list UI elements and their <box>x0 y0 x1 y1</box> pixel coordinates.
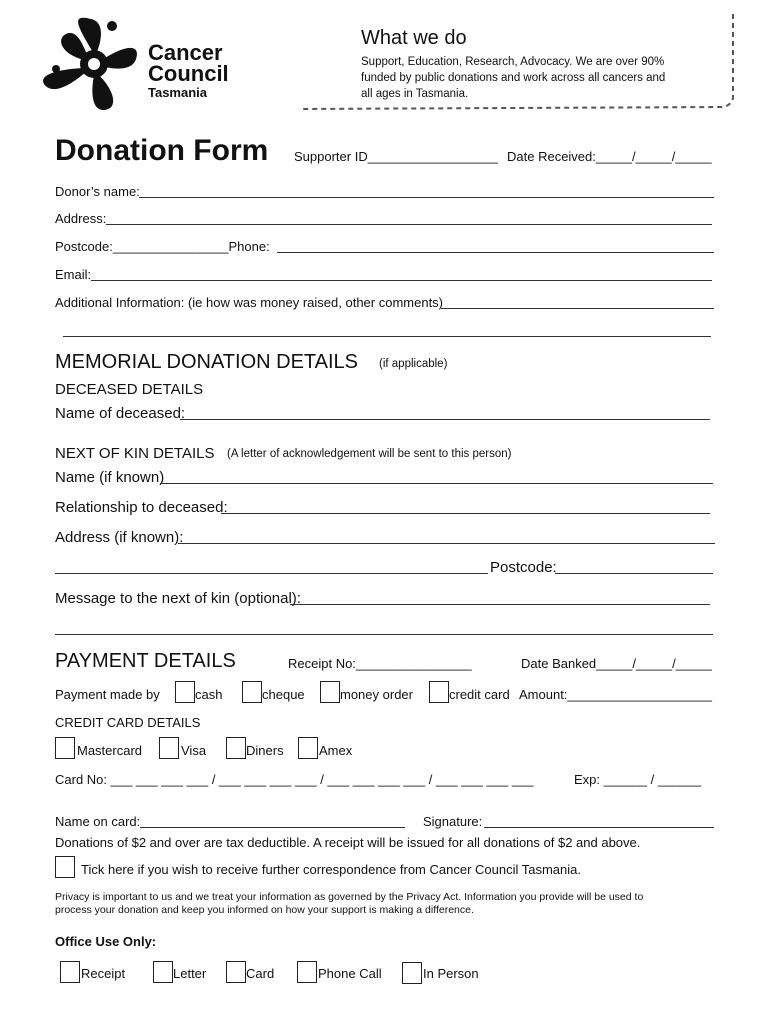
office-in-person-label: In Person <box>423 966 479 981</box>
memorial-heading: MEMORIAL DONATION DETAILS <box>55 351 358 373</box>
about-title: What we do <box>361 27 467 49</box>
kin-name-field[interactable] <box>160 483 713 484</box>
diners-checkbox[interactable] <box>226 737 246 759</box>
signature-label: Signature: <box>423 814 483 829</box>
about-text-3: all ages in Tasmania. <box>361 88 469 100</box>
privacy-note-2: process your donation and keep you informed on how your support is making a difference. <box>55 904 474 916</box>
kin-heading: NEXT OF KIN DETAILS <box>55 445 215 462</box>
relationship-field[interactable] <box>221 513 710 514</box>
kin-name-label: Name (if known) <box>55 469 165 486</box>
kin-address-field[interactable] <box>178 543 715 544</box>
message-field-2[interactable] <box>55 634 713 635</box>
office-in-person-checkbox[interactable] <box>402 962 422 984</box>
logo <box>36 14 266 114</box>
cash-checkbox[interactable] <box>175 681 195 703</box>
credit-card-checkbox[interactable] <box>429 681 449 703</box>
deceased-name-label: Name of deceased: <box>55 405 186 422</box>
payment-heading: PAYMENT DETAILS <box>55 650 236 672</box>
memorial-heading-note: (if applicable) <box>379 358 448 370</box>
office-card-checkbox[interactable] <box>226 961 246 983</box>
tax-note: Donations of $2 and over are tax deductible. A receipt will be issued for all donations of $2 and above. <box>55 835 641 850</box>
kin-address-label: Address (if known): <box>55 529 184 546</box>
about-text-1: Support, Education, Research, Advocacy. We are over 90% <box>361 56 665 68</box>
privacy-note-1: Privacy is important to us and we treat your information as governed by the Privacy Act. Information you provide will be used to <box>55 891 644 903</box>
signature-field[interactable] <box>484 827 714 828</box>
mastercard-checkbox[interactable] <box>55 737 75 759</box>
card-number-field[interactable]: Card No: ___ ___ ___ ___ / ___ ___ ___ ___ / ___ ___ ___ ___ / ___ ___ ___ ___ <box>55 772 534 787</box>
amex-label: Amex <box>319 743 353 758</box>
date-banked[interactable]: Date Banked_____/_____/_____ <box>521 656 712 671</box>
receipt-no[interactable]: Receipt No:________________ <box>288 656 472 671</box>
supporter-id[interactable]: Supporter ID__________________ <box>294 149 498 164</box>
office-letter-label: Letter <box>173 966 207 981</box>
correspondence-checkbox[interactable] <box>55 856 75 878</box>
relationship-label: Relationship to deceased: <box>55 499 228 516</box>
money-order-checkbox[interactable] <box>320 681 340 703</box>
form-title: Donation Form <box>55 134 269 167</box>
visa-label: Visa <box>181 743 207 758</box>
credit-card-label: credit card <box>449 687 510 702</box>
deceased-heading: DECEASED DETAILS <box>55 381 204 398</box>
kin-address-field-2[interactable] <box>55 573 488 574</box>
donor-name-field[interactable] <box>139 197 714 198</box>
office-heading: Office Use Only: <box>55 934 157 949</box>
office-card-label: Card <box>246 966 275 981</box>
logo-line-2: Council <box>148 61 229 86</box>
logo-line-3: Tasmania <box>148 85 208 100</box>
additional-info-field[interactable] <box>441 308 714 309</box>
address-field[interactable] <box>106 224 712 225</box>
daffodil-logo-icon <box>36 14 151 114</box>
cheque-checkbox[interactable] <box>242 681 262 703</box>
money-order-label: money order <box>340 687 413 702</box>
mastercard-label: Mastercard <box>77 743 143 758</box>
cash-label: cash <box>195 687 223 702</box>
visa-checkbox[interactable] <box>159 737 179 759</box>
office-phone-call-checkbox[interactable] <box>297 961 317 983</box>
additional-info-label: Additional Information: (ie how was money raised, other comments) <box>55 295 444 310</box>
office-phone-call-label: Phone Call <box>318 966 382 981</box>
email-label: Email: <box>55 267 92 282</box>
additional-info-field-2[interactable] <box>63 336 711 337</box>
phone-field[interactable] <box>277 252 714 253</box>
name-on-card-field[interactable] <box>140 827 405 828</box>
kin-postcode-label: Postcode: <box>490 559 557 576</box>
payment-made-by-label: Payment made by <box>55 687 160 702</box>
office-receipt-label: Receipt <box>81 966 126 981</box>
cc-heading: CREDIT CARD DETAILS <box>55 715 201 730</box>
date-received[interactable]: Date Received:_____/_____/_____ <box>507 149 712 164</box>
office-letter-checkbox[interactable] <box>153 961 173 983</box>
amount-field[interactable]: Amount:____________________ <box>519 687 713 702</box>
message-field[interactable] <box>290 604 710 605</box>
logo-line-1: Cancer <box>148 40 223 65</box>
kin-note: (A letter of acknowledgement will be sent to this person) <box>227 448 512 460</box>
kin-postcode-field[interactable] <box>555 573 713 574</box>
name-on-card-label: Name on card: <box>55 814 141 829</box>
address-label: Address: <box>55 211 107 226</box>
email-field[interactable] <box>91 280 712 281</box>
cheque-label: cheque <box>262 687 305 702</box>
amex-checkbox[interactable] <box>298 737 318 759</box>
diners-label: Diners <box>246 743 284 758</box>
office-receipt-checkbox[interactable] <box>60 961 80 983</box>
about-text-2: funded by public donations and work across all cancers and <box>361 72 666 84</box>
donor-name-label: Donor’s name: <box>55 184 140 199</box>
expiry-field[interactable]: Exp: ______ / ______ <box>574 772 702 787</box>
postcode-phone-label: Postcode:________________Phone: <box>55 239 270 254</box>
deceased-name-field[interactable] <box>180 419 710 420</box>
correspondence-label: Tick here if you wish to receive further correspondence from Cancer Council Tasmania. <box>81 862 581 877</box>
message-label: Message to the next of kin (optional): <box>55 590 301 607</box>
